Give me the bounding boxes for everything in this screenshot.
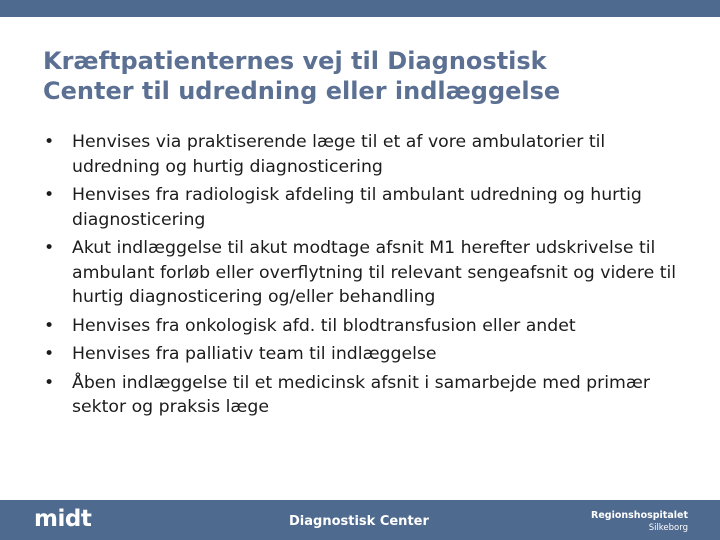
top-bar	[0, 0, 720, 17]
list-item	[42, 236, 692, 310]
bullet-marker: •	[44, 238, 55, 258]
bullet-text: Henvises fra radiologisk afdeling til ambulant udredning og hurtig diagnosticering	[72, 185, 642, 230]
bullet-marker: •	[44, 372, 55, 393]
list-item	[42, 342, 692, 367]
bullet-text: Henvises fra onkologisk afd. til blodtransfusion eller andet	[72, 315, 576, 336]
bullet-marker: •	[44, 132, 55, 152]
slide-title-line-1: Kræftpatienternes vej til Diagnostisk	[43, 47, 547, 75]
list-item	[42, 130, 692, 179]
bullet-list	[42, 130, 692, 424]
bullet-marker: •	[44, 185, 55, 205]
midt-logo: midt	[34, 506, 92, 532]
slide-title	[43, 46, 683, 106]
footer-center-label: Diagnostisk Center	[289, 514, 429, 529]
bullet-text: Henvises fra palliativ team til indlæggelse	[72, 344, 437, 364]
bullet-marker: •	[44, 344, 55, 364]
list-item	[42, 314, 692, 339]
hospital-name: Regionshospitalet	[591, 510, 688, 521]
slide-title-line-2: Center til udredning eller indlæggelse	[43, 77, 561, 105]
bullet-text: Akut indlæggelse til akut modtage afsnit M1 herefter udskrivelse til ambulant forløb eller overflytning til relevant sengeafsnit og videre til hurtig diagnosticering og/eller behandling	[72, 238, 677, 307]
bullet-text: Åben indlæggelse til et medicinsk afsnit i samarbejde med primær sektor og praksis læge	[72, 372, 650, 417]
bullet-marker: •	[44, 315, 55, 336]
list-item	[42, 183, 692, 232]
hospital-logo	[591, 509, 688, 534]
bullet-text: Henvises via praktiserende læge til et af vore ambulatorier til udredning og hurtig diagnosticering	[72, 132, 606, 177]
hospital-city: Silkeborg	[648, 523, 688, 533]
footer-bar	[0, 500, 720, 540]
list-item	[42, 371, 692, 420]
